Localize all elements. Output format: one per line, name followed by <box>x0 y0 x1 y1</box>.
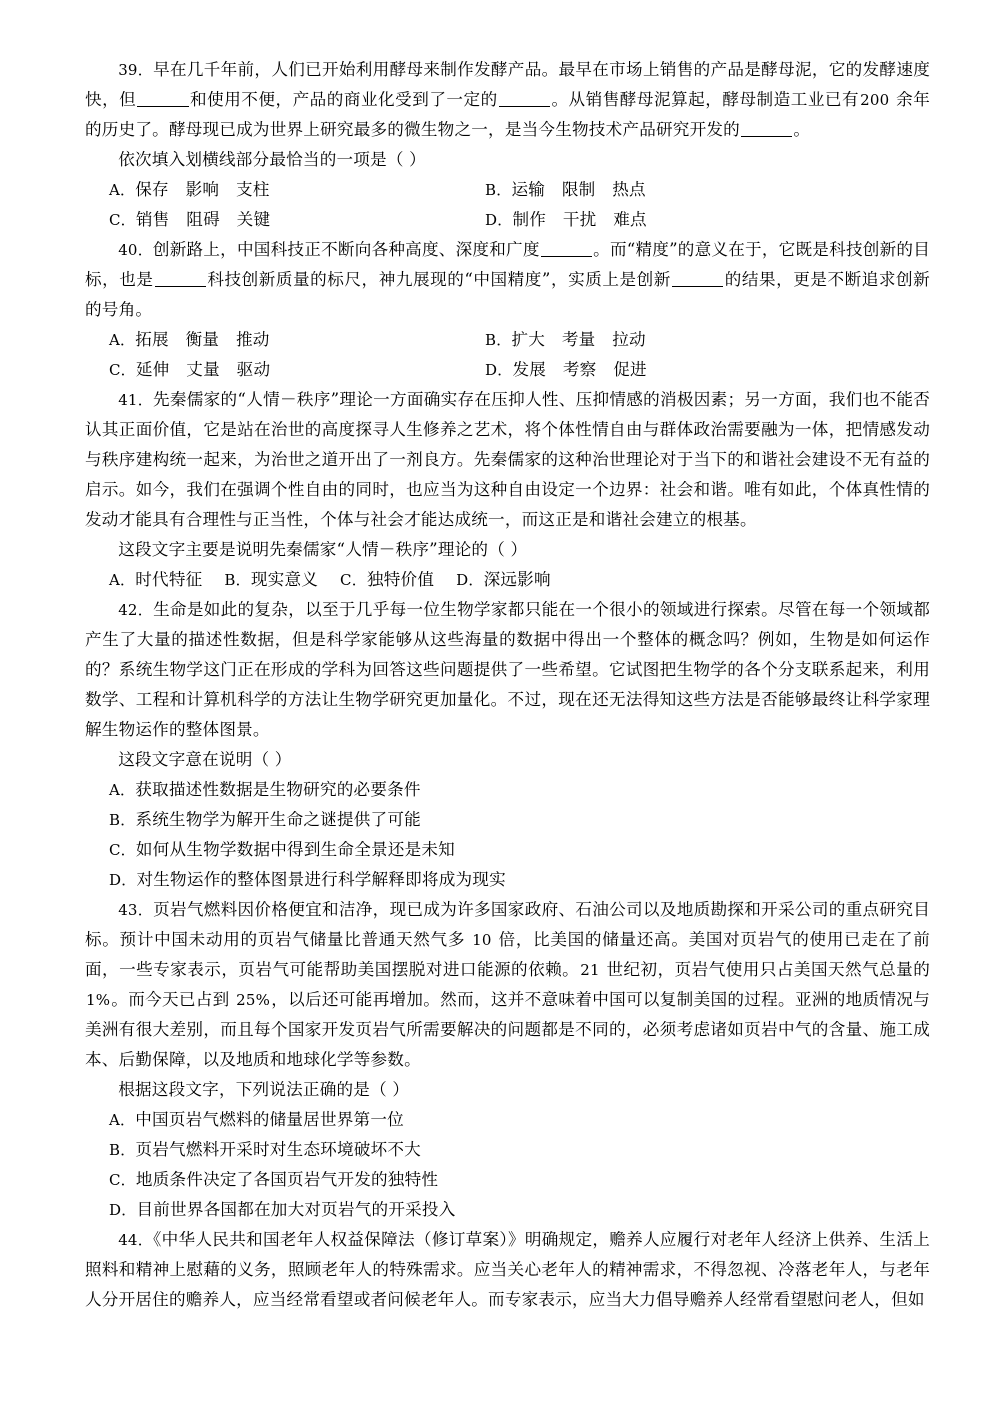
blank-3 <box>741 136 792 137</box>
question-42-stem <box>85 595 930 745</box>
question-41-option-b[interactable] <box>224 570 318 589</box>
question-43-stem-text-4: 。而今天已占到 <box>111 990 236 1009</box>
option-text-a: 中国页岩气燃料的储量居世界第一位 <box>135 1110 404 1129</box>
question-43-stem-text-5: ，以后还可能再增加。然而，这并不意味着中国可以复制美国的过程。亚洲的地质情况与美洲有很大差别，而且每个国家开发页岩气所需要解决的问题都是不同的，必须考虑诸如页岩中气的含量、施工成本、后勤保障，以及地质和地球化学等参数。 <box>85 990 930 1069</box>
question-43-options <box>85 1105 930 1225</box>
question-39-prompt: 依次填入划横线部分最恰当的一项是（ ） <box>118 150 426 169</box>
option-text-d: 目前世界各国都在加大对页岩气的开采投入 <box>136 1200 456 1219</box>
option-text-d: 制作 干扰 难点 <box>512 210 647 229</box>
question-40-option-c[interactable] <box>85 355 485 385</box>
question-40-stem-text-3: 科技创新质量的标尺，神九展现的“中国精度”，实质上是创新 <box>207 270 671 289</box>
question-41-stem-text: 先秦儒家的“人情－秩序”理论一方面确实存在压抑人性、压抑情感的消极因素；另一方面，我们也不能否认其正面价值，它是站在治世的高度探寻人生修养之艺术，将个体性情自由与群体政治需要融为一体，把情感发动与秩序建构统一起来，为治世之道开出了一剂良方。先秦儒家的这种治世理论对于当下的和谐社会建设不无有益的启示。如今，我们在强调个性自由的同时，也应当为这种自由设定一个边界：社会和谐。唯有如此，个体真性情的发动才能具有合理性与正当性，个体与社会才能达成统一，而这正是和谐社会建立的根基。 <box>85 390 930 529</box>
question-40-options-row-2 <box>85 355 930 385</box>
option-letter-b: B． <box>485 181 512 199</box>
question-43-percent-25: 25% <box>236 991 271 1009</box>
blank-5 <box>155 286 206 287</box>
option-text-b: 运输 限制 热点 <box>511 180 646 199</box>
option-text-b: 页岩气燃料开采时对生态环境破坏不大 <box>135 1140 421 1159</box>
question-40-option-b[interactable] <box>485 325 646 355</box>
option-letter-c: C． <box>109 841 136 859</box>
option-letter-a: A． <box>109 331 136 349</box>
question-41-option-a[interactable] <box>109 570 202 589</box>
question-42-options <box>85 775 930 895</box>
question-43-number-10: 10 <box>472 931 492 949</box>
question-43-number: 43． <box>118 901 154 919</box>
option-letter-b: B． <box>485 331 512 349</box>
question-42-prompt: 这段文字意在说明（ ） <box>118 750 292 769</box>
question-42-option-a[interactable] <box>109 775 930 805</box>
question-39-number-200: 200 <box>860 91 890 109</box>
option-letter-c: C． <box>109 361 136 379</box>
question-41-stem <box>85 385 930 535</box>
question-43-option-a[interactable] <box>109 1105 930 1135</box>
question-41-number: 41． <box>118 391 154 409</box>
question-39-option-c[interactable] <box>85 205 485 235</box>
page-content <box>85 55 930 1315</box>
option-letter-a: A． <box>109 781 136 799</box>
question-41-options <box>85 565 930 595</box>
question-41-prompt: 这段文字主要是说明先秦儒家“人情－秩序”理论的（ ） <box>118 540 528 559</box>
question-44-stem <box>85 1225 930 1315</box>
question-43-percent-1: 1% <box>86 991 111 1009</box>
option-letter-b: B． <box>109 1141 136 1159</box>
option-text-b: 系统生物学为解开生命之谜提供了可能 <box>135 810 421 829</box>
question-39-stem-text-5: 。 <box>793 120 811 139</box>
option-letter-a: A． <box>109 571 136 589</box>
option-text-c: 销售 阻碍 关键 <box>135 210 271 229</box>
blank-1 <box>137 106 188 107</box>
question-42-option-c[interactable] <box>109 835 930 865</box>
question-43-prompt: 根据这段文字，下列说法正确的是（ ） <box>118 1080 410 1099</box>
option-letter-b: B． <box>224 571 251 589</box>
question-39-stem-text-2: 和使用不便，产品的商业化受到了一定的 <box>189 90 498 109</box>
blank-2 <box>499 106 550 107</box>
option-letter-a: A． <box>109 1111 136 1129</box>
option-letter-c: C． <box>340 571 367 589</box>
option-letter-b: B． <box>109 811 136 829</box>
question-43-option-d[interactable] <box>109 1195 930 1225</box>
option-text-b: 现实意义 <box>250 570 319 589</box>
question-41-option-d[interactable] <box>456 570 551 589</box>
question-40-stem-text-2: 。而“精度”的意义在于，它既是科技创新的目标，也是 <box>85 240 930 289</box>
question-39-options-row-1 <box>85 175 930 205</box>
option-letter-d: D． <box>456 571 484 589</box>
question-44-stem-text: 《中华人民共和国老年人权益保障法（修订草案）》明确规定，赡养人应履行对老年人经济上供养、生活上照料和精神上慰藉的义务，照顾老年人的特殊需求。应当关心老年人的精神需求，不得忽视、冷落老年人，与老年人分开居住的赡养人，应当经常看望或者问候老年人。而专家表示，应当大力倡导赡养人经常看望慰问老人，但如 <box>85 1230 930 1309</box>
option-letter-a: A． <box>109 181 136 199</box>
question-42-option-d[interactable] <box>109 865 930 895</box>
option-text-c: 延伸 丈量 驱动 <box>135 360 271 379</box>
question-40-option-d[interactable] <box>485 355 647 385</box>
question-41-option-c[interactable] <box>340 570 434 589</box>
question-39-option-b[interactable] <box>485 175 646 205</box>
option-letter-d: D． <box>485 211 513 229</box>
option-letter-c: C． <box>109 211 136 229</box>
question-42-stem-text: 生命是如此的复杂，以至于几乎每一位生物学家都只能在一个很小的领域进行探索。尽管在每一个领域都产生了大量的描述性数据，但是科学家能够从这些海量的数据中得出一个整体的概念吗？例如，生物是如何运作的？系统生物学这门正在形成的学科为回答这些问题提供了一些希望。它试图把生物学的各个分支联系起来，利用数学、工程和计算机科学的方法让生物学研究更加量化。不过，现在还无法得知这些方法是否能够最终让科学家理解生物运作的整体图景。 <box>85 600 931 739</box>
question-39-stem <box>85 55 930 145</box>
question-40-option-a[interactable] <box>85 325 485 355</box>
option-text-a: 拓展 衡量 推动 <box>135 330 270 349</box>
question-39-options-row-2 <box>85 205 930 235</box>
question-39-stem-text-3: 。从销售酵母泥算起，酵母制造工业已有 <box>551 90 860 109</box>
question-43-stem-text-2: 倍，比美国的储量还高。美国对页岩气的使用已走在了前面，一些专家表示，页岩气可能帮助美国摆脱对进口能源的依赖。 <box>85 930 930 979</box>
question-40-number: 40． <box>118 241 153 259</box>
question-40-options-row-1 <box>85 325 930 355</box>
question-42-option-b[interactable] <box>109 805 930 835</box>
question-43-option-c[interactable] <box>109 1165 930 1195</box>
question-44-number: 44． <box>118 1231 154 1249</box>
question-42-number: 42． <box>118 601 154 619</box>
option-text-a: 保存 影响 支柱 <box>135 180 270 199</box>
option-letter-c: C． <box>109 1171 136 1189</box>
option-text-d: 发展 考察 促进 <box>512 360 647 379</box>
option-text-c: 如何从生物学数据中得到生命全景还是未知 <box>135 840 455 859</box>
question-39-number: 39． <box>118 61 154 79</box>
option-letter-d: D． <box>109 1201 137 1219</box>
option-text-a: 获取描述性数据是生物研究的必要条件 <box>135 780 421 799</box>
question-40-stem-text-4: 的结果，更是不断追求创新的号角。 <box>85 270 930 319</box>
question-43-option-b[interactable] <box>109 1135 930 1165</box>
question-39-option-d[interactable] <box>485 205 647 235</box>
option-text-c: 独特价值 <box>366 570 435 589</box>
option-letter-d: D． <box>485 361 513 379</box>
option-text-d: 深远影响 <box>483 570 551 589</box>
question-43-stem-text-3: 世纪初，页岩气使用只占美国天然气总量的 <box>600 960 930 979</box>
option-text-d: 对生物运作的整体图景进行科学解释即将成为现实 <box>136 870 506 889</box>
option-text-c: 地质条件决定了各国页岩气开发的独特性 <box>135 1170 439 1189</box>
blank-6 <box>672 286 723 287</box>
option-text-b: 扩大 考量 拉动 <box>511 330 646 349</box>
question-43-stem-text-1: 页岩气燃料因价格便宜和洁净，现已成为许多国家政府、石油公司以及地质勘探和开采公司的重点研究目标。预计中国未动用的页岩气储量比普通天然气多 <box>85 900 931 949</box>
question-40-stem-text-1: 创新路上，中国科技正不断向各种高度、深度和广度 <box>152 240 540 259</box>
question-39-option-a[interactable] <box>85 175 485 205</box>
option-text-a: 时代特征 <box>135 570 203 589</box>
question-39-stem-text-4: 余年的历史了。酵母现已成为世界上研究最多的微生物之一，是当今生物技术产品研究开发的 <box>85 90 930 139</box>
question-39-stem-text-1: 早在几千年前，人们已开始利用酵母来制作发酵产品。最早在市场上销售的产品是酵母泥，它的发酵速度快，但 <box>85 60 931 109</box>
option-letter-d: D． <box>109 871 137 889</box>
question-40-stem <box>85 235 930 325</box>
blank-4 <box>541 256 592 257</box>
question-43-stem <box>85 895 930 1075</box>
question-43-number-21: 21 <box>580 961 600 979</box>
